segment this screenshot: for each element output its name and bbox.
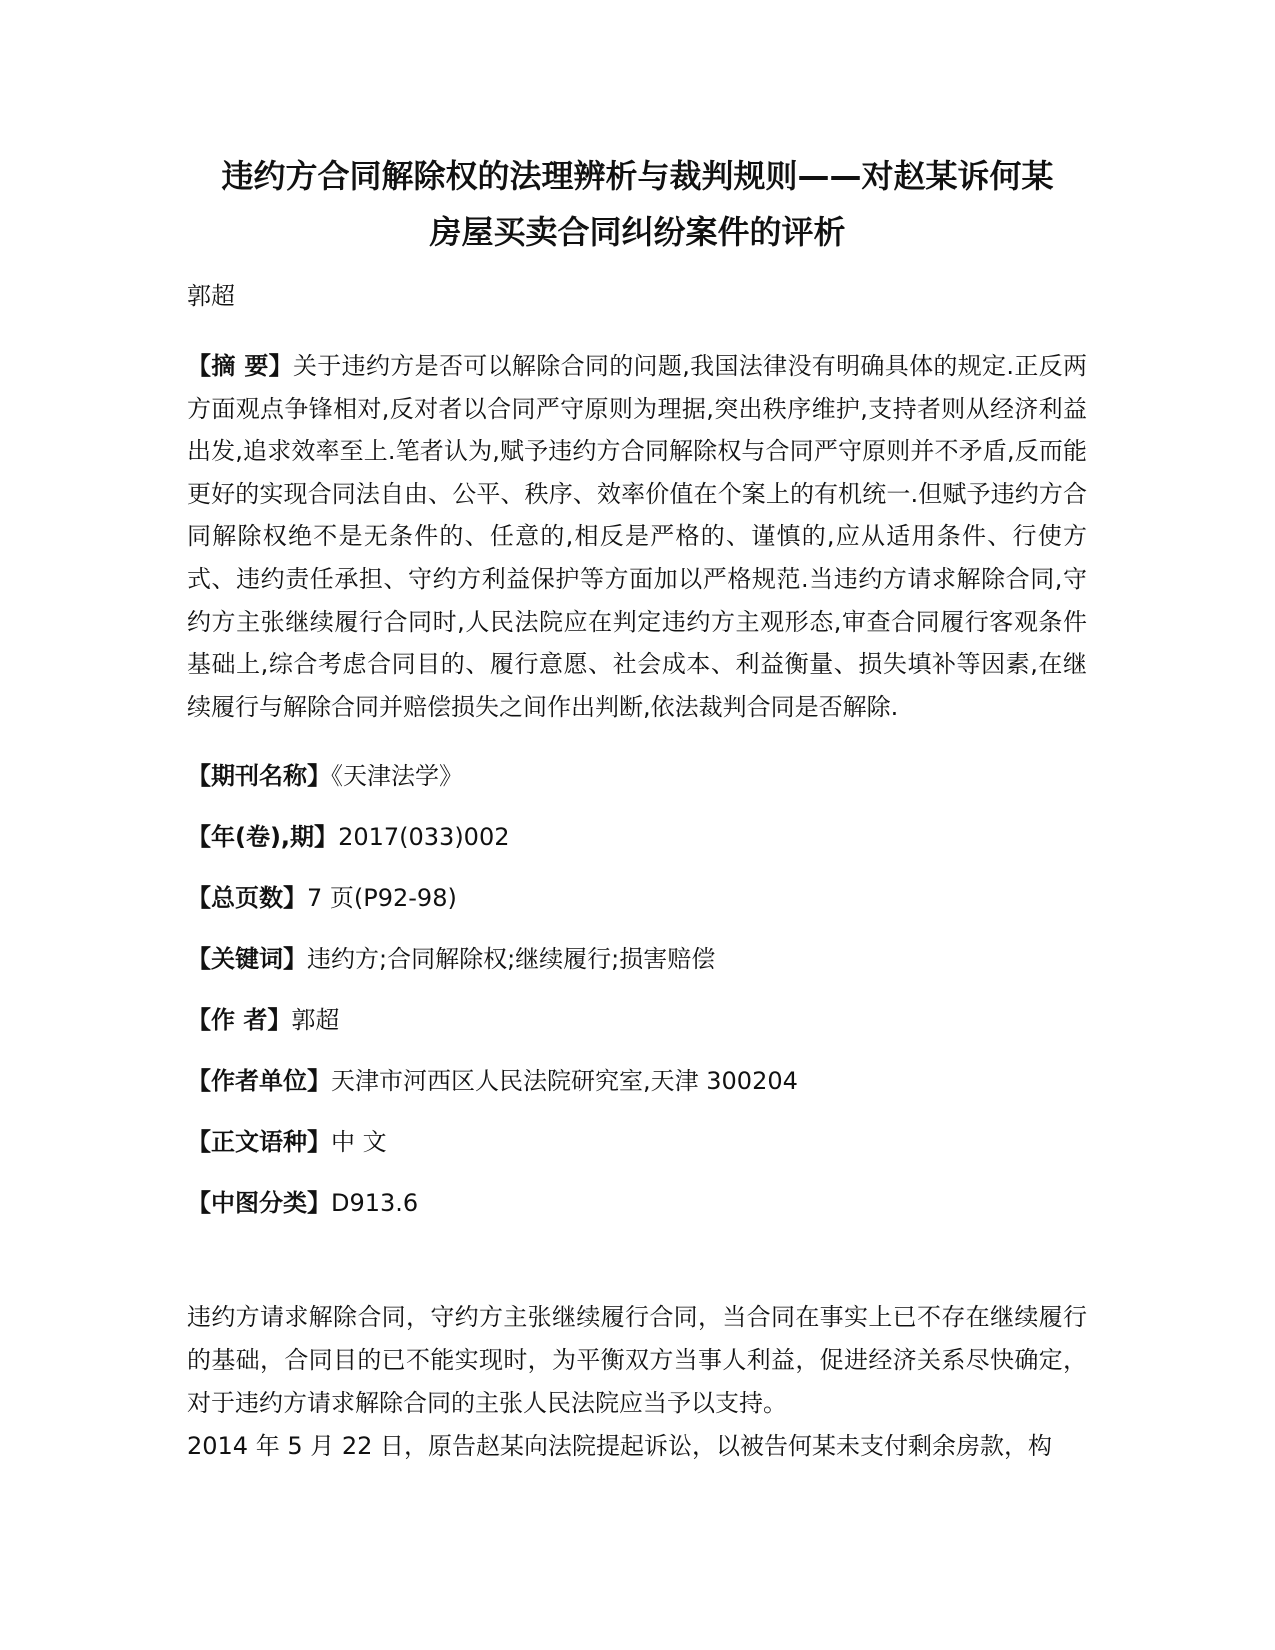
meta-total-pages	[187, 882, 457, 914]
meta-classification	[187, 1187, 418, 1219]
abstract-label: 【摘 要】	[187, 352, 293, 380]
body-paragraph: 2014 年 5 月 22 日，原告赵某向法院提起诉讼，以被告何某未支付剩余房款，构	[187, 1432, 1053, 1460]
abstract	[187, 345, 1087, 728]
body-paragraph: 违约方请求解除合同，守约方主张继续履行合同，当合同在事实上已不存在继续履行的基础，合同目的已不能实现时，为平衡双方当事人利益，促进经济关系尽快确定，对于违约方请求解除合同的主张人民法院应当予以支持。	[187, 1303, 1087, 1417]
meta-author	[187, 1004, 339, 1036]
meta-year-volume-issue	[187, 821, 509, 853]
author-name: 郭超	[187, 282, 235, 310]
title-line-2: 房屋买卖合同纠纷案件的评析	[429, 213, 846, 251]
abstract-text: 关于违约方是否可以解除合同的问题,我国法律没有明确具体的规定.正反两方面观点争锋相对,反对者以合同严守原则为理据,突出秩序维护,支持者则从经济利益出发,追求效率至上.笔者认为,赋予违约方合同解除权与合同严守原则并不矛盾,反而能更好的实现合同法自由、公平、秩序、效率价值在个案上的有机统一.但赋予违约方合同解除权绝不是无条件的、任意的,相反是严格的、谨慎的,应从适用条件、行使方式、违约责任承担、守约方利益保护等方面加以严格规范.当违约方请求解除合同,守约方主张继续履行合同时,人民法院应在判定违约方主观形态,审查合同履行客观条件基础上,综合考虑合同目的、履行意愿、社会成本、利益衡量、损失填补等因素,在继续履行与解除合同并赔偿损失之间作出判断,依法裁判合同是否解除.	[187, 352, 1087, 721]
meta-label: 【总页数】	[187, 884, 307, 912]
meta-label: 【中图分类】	[187, 1189, 331, 1217]
meta-label: 【关键词】	[187, 945, 307, 973]
body-text	[187, 1296, 1087, 1468]
meta-value: 中 文	[331, 1128, 387, 1156]
meta-label: 【作者单位】	[187, 1067, 331, 1095]
meta-label: 【正文语种】	[187, 1128, 331, 1156]
meta-language	[187, 1126, 387, 1158]
meta-keywords	[187, 943, 715, 975]
meta-value: 《天津法学》	[331, 762, 463, 790]
meta-label: 【年(卷),期】	[187, 823, 339, 851]
meta-journal	[187, 760, 463, 792]
meta-value: 郭超	[291, 1006, 340, 1034]
meta-value: 7 页(P92-98)	[307, 884, 457, 912]
meta-label: 【作 者】	[187, 1006, 292, 1034]
meta-affiliation	[187, 1065, 798, 1097]
meta-value: 违约方;合同解除权;继续履行;损害赔偿	[307, 945, 716, 973]
meta-value: D913.6	[331, 1189, 419, 1217]
article-title	[150, 148, 1125, 260]
meta-value: 2017(033)002	[338, 823, 510, 851]
meta-value: 天津市河西区人民法院研究室,天津 300204	[331, 1067, 798, 1095]
title-line-1: 违约方合同解除权的法理辨析与裁判规则——对赵某诉何某	[221, 157, 1054, 195]
meta-label: 【期刊名称】	[187, 762, 331, 790]
